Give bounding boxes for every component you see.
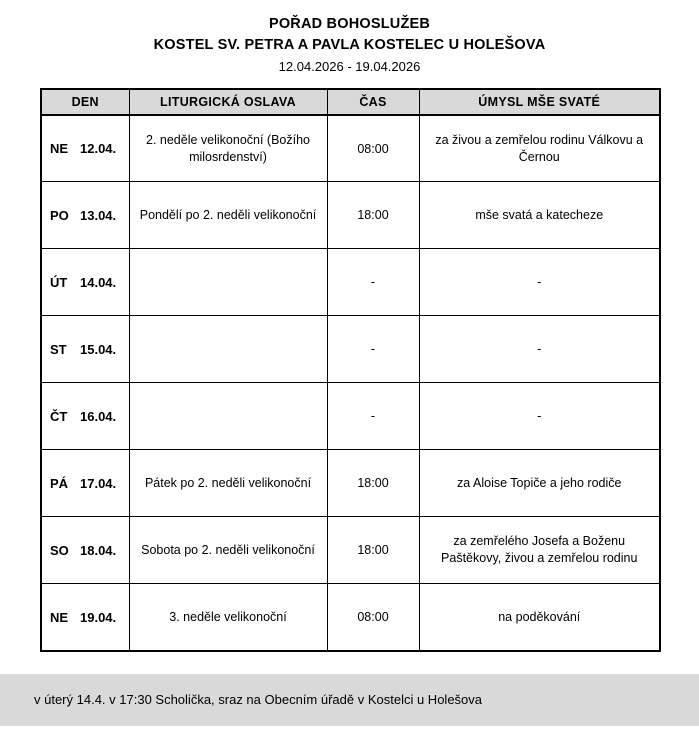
column-header-umysl-mse-svate: ÚMYSL MŠE SVATÉ bbox=[419, 89, 660, 115]
cell-intention: mše svatá a katecheze bbox=[419, 182, 660, 249]
day-code: ČT bbox=[50, 408, 68, 424]
day-code: ST bbox=[50, 341, 67, 357]
cell-time: 08:00 bbox=[327, 115, 419, 182]
cell-liturgy: 3. neděle velikonoční bbox=[129, 584, 327, 651]
column-header-cas: ČAS bbox=[327, 89, 419, 115]
cell-time: - bbox=[327, 316, 419, 383]
day-code: PÁ bbox=[50, 475, 69, 491]
day-date: 19.04. bbox=[80, 609, 117, 625]
schedule-table-wrapper bbox=[40, 88, 659, 652]
day-date: 12.04. bbox=[80, 141, 117, 157]
day-code: SO bbox=[50, 542, 69, 558]
cell-time: 18:00 bbox=[327, 182, 419, 249]
day-date: 17.04. bbox=[80, 475, 117, 491]
cell-time: - bbox=[327, 249, 419, 316]
document-subtitle-church: KOSTEL SV. PETRA A PAVLA KOSTELEC U HOLEŠOVA bbox=[153, 37, 546, 54]
day-date: 16.04. bbox=[80, 408, 117, 424]
cell-day bbox=[41, 115, 129, 182]
cell-liturgy: 2. neděle velikonoční (Božího milosrdenství) bbox=[129, 115, 327, 182]
cell-liturgy: Pondělí po 2. neděli velikonoční bbox=[129, 182, 327, 249]
cell-liturgy: Pátek po 2. neděli velikonoční bbox=[129, 450, 327, 517]
cell-liturgy bbox=[129, 249, 327, 316]
cell-time: - bbox=[327, 383, 419, 450]
document-date-range: 12.04.2026 - 19.04.2026 bbox=[278, 59, 421, 75]
cell-liturgy bbox=[129, 383, 327, 450]
day-code: NE bbox=[50, 141, 69, 157]
table-row bbox=[41, 450, 660, 517]
cell-intention: - bbox=[419, 316, 660, 383]
cell-day bbox=[41, 182, 129, 249]
cell-day bbox=[41, 584, 129, 651]
schedule-table-body bbox=[41, 115, 660, 651]
cell-day bbox=[41, 249, 129, 316]
cell-liturgy bbox=[129, 316, 327, 383]
cell-day bbox=[41, 517, 129, 584]
day-code: ÚT bbox=[50, 274, 68, 290]
day-code: PO bbox=[50, 207, 69, 223]
table-row bbox=[41, 182, 660, 249]
cell-intention: za živou a zemřelou rodinu Válkovu a Černou bbox=[419, 115, 660, 182]
document-header bbox=[0, 0, 699, 78]
cell-day bbox=[41, 316, 129, 383]
column-header-liturgicka-oslava: LITURGICKÁ OSLAVA bbox=[129, 89, 327, 115]
day-code: NE bbox=[50, 609, 69, 625]
day-date: 15.04. bbox=[80, 341, 117, 357]
day-date: 18.04. bbox=[80, 542, 117, 558]
column-header-den: DEN bbox=[41, 89, 129, 115]
cell-time: 18:00 bbox=[327, 517, 419, 584]
table-header-row bbox=[41, 89, 660, 115]
cell-intention: na poděkování bbox=[419, 584, 660, 651]
schedule-table bbox=[40, 88, 661, 652]
cell-day bbox=[41, 450, 129, 517]
cell-intention: - bbox=[419, 249, 660, 316]
footer-note: v úterý 14.4. v 17:30 Scholička, sraz na Obecním úřadě v Kostelci u Holešova bbox=[34, 692, 483, 708]
cell-intention: za zemřelého Josefa a Boženu Paštěkovy, živou a zemřelou rodinu bbox=[419, 517, 660, 584]
day-date: 14.04. bbox=[80, 274, 117, 290]
cell-time: 18:00 bbox=[327, 450, 419, 517]
cell-intention: za Aloise Topiče a jeho rodiče bbox=[419, 450, 660, 517]
day-date: 13.04. bbox=[80, 207, 117, 223]
table-row bbox=[41, 517, 660, 584]
footer-banner bbox=[0, 674, 699, 726]
cell-day bbox=[41, 383, 129, 450]
document-title: POŘAD BOHOSLUŽEB bbox=[268, 16, 431, 32]
table-row bbox=[41, 383, 660, 450]
table-row bbox=[41, 115, 660, 182]
table-row bbox=[41, 249, 660, 316]
table-row bbox=[41, 316, 660, 383]
cell-time: 08:00 bbox=[327, 584, 419, 651]
cell-liturgy: Sobota po 2. neděli velikonoční bbox=[129, 517, 327, 584]
table-row bbox=[41, 584, 660, 651]
cell-intention: - bbox=[419, 383, 660, 450]
